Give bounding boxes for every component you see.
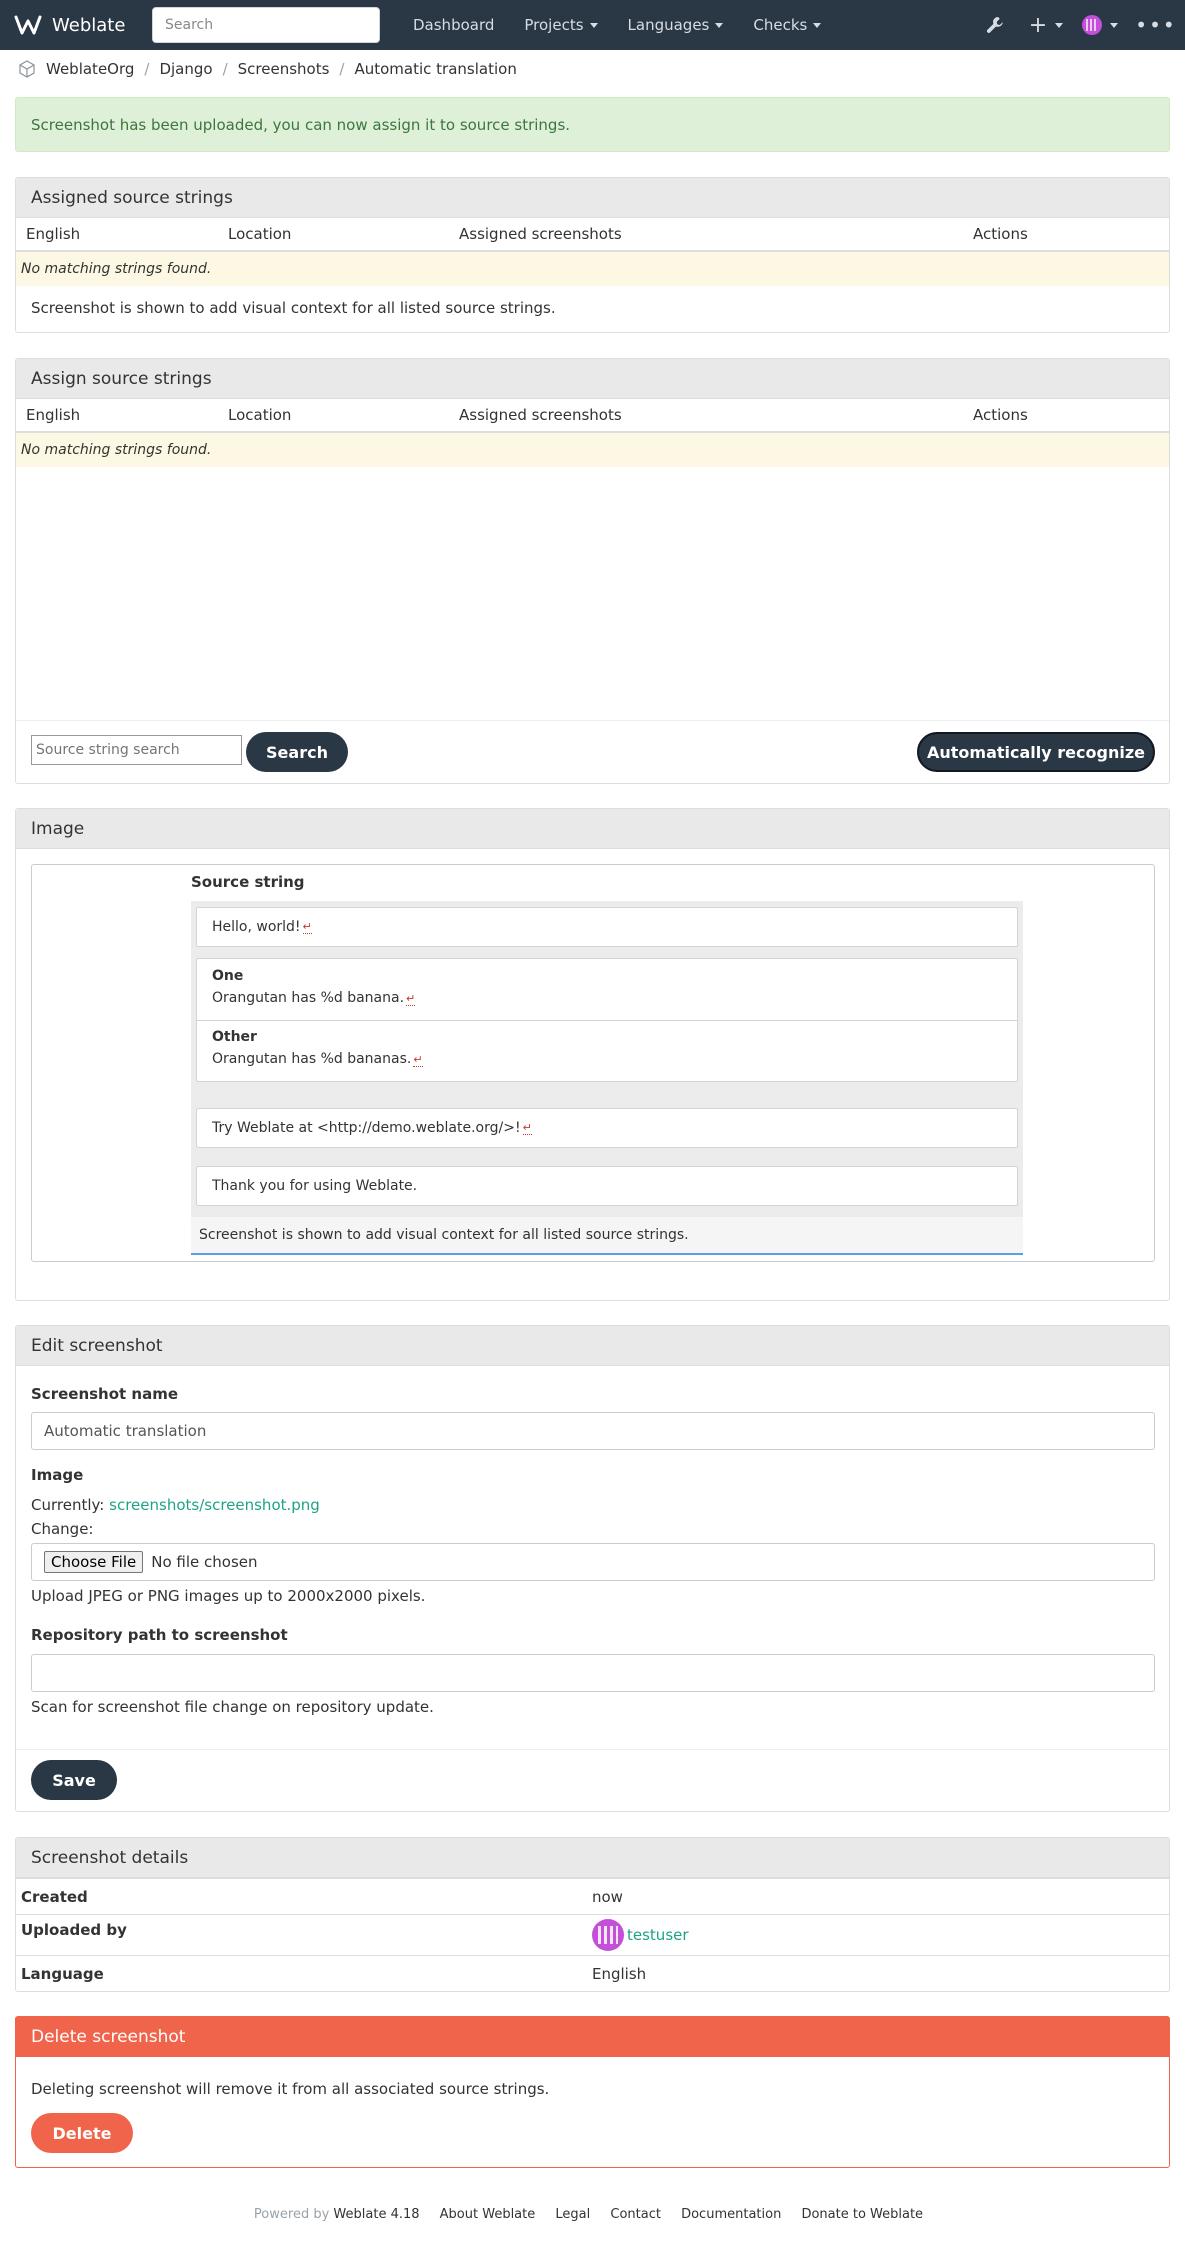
no-file-text: No file chosen — [151, 1553, 258, 1571]
return-icon: ↵ — [413, 1053, 423, 1066]
image-panel — [15, 808, 1170, 1301]
shot-card-thanks: Thank you for using Weblate. — [196, 1166, 1018, 1206]
return-icon: ↵ — [522, 1121, 532, 1134]
image-help: Upload JPEG or PNG images up to 2000x2000 pixels. — [31, 1587, 426, 1605]
return-icon: ↵ — [406, 992, 416, 1005]
shot-card-hello: Hello, world! ↵ — [196, 907, 1018, 947]
plus-icon[interactable]: + — [1019, 0, 1073, 50]
cube-icon — [18, 60, 36, 78]
repo-path-input[interactable] — [31, 1654, 1155, 1692]
top-navbar — [0, 0, 1185, 50]
col-assigned[interactable]: Assigned screenshots — [459, 225, 622, 243]
choose-file-button[interactable]: Choose File — [44, 1551, 143, 1573]
nav-checks[interactable]: Checks — [738, 16, 836, 34]
nav-right — [971, 0, 1185, 50]
breadcrumb-current[interactable]: Automatic translation — [354, 60, 517, 78]
weblate-logo-icon — [14, 14, 42, 36]
breadcrumb-screenshots[interactable]: Screenshots — [237, 60, 330, 78]
user-menu[interactable] — [1073, 0, 1127, 50]
table-header — [16, 218, 1169, 252]
current-file-link[interactable]: screenshots/screenshot.png — [109, 1496, 320, 1514]
footer-legal-link[interactable]: Legal — [555, 2207, 591, 2222]
footer — [0, 2207, 1185, 2222]
nav-languages[interactable]: Languages — [613, 16, 739, 34]
details-panel — [15, 1837, 1170, 1992]
wrench-icon[interactable] — [971, 0, 1019, 50]
currently-row: Currently: screenshots/screenshot.png — [31, 1496, 320, 1514]
footer-docs-link[interactable]: Documentation — [681, 2207, 782, 2222]
caret-down-icon — [813, 23, 821, 28]
assigned-strings-panel — [15, 177, 1170, 333]
detail-row-created: Created now — [16, 1878, 1169, 1914]
detail-row-uploaded: Uploaded by testuser — [16, 1914, 1169, 1955]
footer-donate-link[interactable]: Donate to Weblate — [801, 2207, 924, 2222]
delete-button[interactable]: Delete — [31, 2113, 133, 2153]
panel-title: Assign source strings — [16, 359, 1169, 399]
breadcrumb-separator: / — [222, 60, 228, 78]
empty-row: No matching strings found. — [16, 252, 1169, 286]
search-button[interactable]: Search — [246, 732, 348, 772]
caret-down-icon — [590, 23, 598, 28]
change-label: Change: — [31, 1520, 94, 1538]
success-alert: Screenshot has been uploaded, you can now assign it to source strings. — [15, 97, 1170, 152]
card-divider — [197, 1020, 1017, 1021]
powered-by: Powered by — [253, 2207, 330, 2222]
screenshot-name-input[interactable]: Automatic translation — [31, 1412, 1155, 1450]
footer-contact-link[interactable]: Contact — [610, 2207, 661, 2222]
breadcrumb-separator: / — [144, 60, 150, 78]
caret-down-icon — [715, 23, 723, 28]
nav-links — [398, 16, 836, 34]
screenshot-image — [191, 865, 1023, 1261]
image-label: Image — [31, 1466, 84, 1484]
assign-strings-panel — [15, 358, 1170, 784]
repo-help: Scan for screenshot file change on repository update. — [31, 1698, 434, 1716]
assign-footer — [16, 720, 1169, 783]
col-location[interactable]: Location — [228, 225, 292, 243]
avatar — [592, 1919, 624, 1951]
nav-projects[interactable]: Projects — [509, 16, 612, 34]
breadcrumb-separator: / — [339, 60, 345, 78]
panel-note: Screenshot is shown to add visual context for all listed source strings. — [31, 299, 556, 317]
file-input[interactable] — [31, 1543, 1155, 1581]
panel-title: Delete screenshot — [16, 2017, 1169, 2057]
user-link[interactable]: testuser — [627, 1926, 689, 1944]
panel-title: Image — [16, 809, 1169, 849]
repo-path-label: Repository path to screenshot — [31, 1626, 288, 1644]
delete-text: Deleting screenshot will remove it from all associated source strings. — [31, 2080, 550, 2098]
return-icon: ↵ — [302, 920, 312, 933]
col-location[interactable]: Location — [228, 406, 292, 424]
col-assigned[interactable]: Assigned screenshots — [459, 406, 622, 424]
edit-screenshot-panel — [15, 1325, 1170, 1812]
col-actions: Actions — [973, 406, 1028, 424]
col-actions: Actions — [973, 225, 1028, 243]
brand[interactable] — [14, 14, 152, 36]
name-label: Screenshot name — [31, 1385, 179, 1403]
col-english[interactable]: English — [26, 225, 81, 243]
table-header — [16, 399, 1169, 433]
shot-card-plural: One Orangutan has %d banana. ↵ Other Orangutan has %d bananas. ↵ — [196, 958, 1018, 1082]
breadcrumb — [18, 58, 517, 80]
source-search-input[interactable]: Source string search — [31, 735, 242, 765]
breadcrumb-component[interactable]: Django — [159, 60, 213, 78]
auto-recognize-button[interactable]: Automatically recognize — [917, 732, 1155, 772]
shot-title: Source string — [191, 873, 305, 891]
form-divider — [16, 1749, 1169, 1750]
nav-dashboard[interactable]: Dashboard — [413, 16, 495, 34]
shot-card-try: Try Weblate at <http://demo.weblate.org/>! ↵ — [196, 1108, 1018, 1148]
detail-row-language: Language English — [16, 1955, 1169, 1991]
shot-note: Screenshot is shown to add visual context for all listed source strings. — [191, 1217, 1023, 1255]
brand-name: Weblate — [52, 14, 126, 36]
avatar — [1082, 15, 1102, 35]
col-english[interactable]: English — [26, 406, 81, 424]
empty-row: No matching strings found. — [16, 433, 1169, 467]
breadcrumb-project[interactable]: WeblateOrg — [46, 60, 135, 78]
save-button[interactable]: Save — [31, 1760, 117, 1800]
footer-about-link[interactable]: About Weblate — [439, 2207, 536, 2222]
delete-panel — [15, 2016, 1170, 2168]
more-icon[interactable]: ••• — [1135, 13, 1177, 37]
panel-title: Screenshot details — [16, 1838, 1169, 1878]
search-input[interactable]: Search — [152, 7, 380, 43]
panel-title: Edit screenshot — [16, 1326, 1169, 1366]
screenshot-preview — [31, 864, 1155, 1262]
weblate-version-link[interactable]: Weblate 4.18 — [333, 2207, 420, 2222]
panel-title: Assigned source strings — [16, 178, 1169, 218]
